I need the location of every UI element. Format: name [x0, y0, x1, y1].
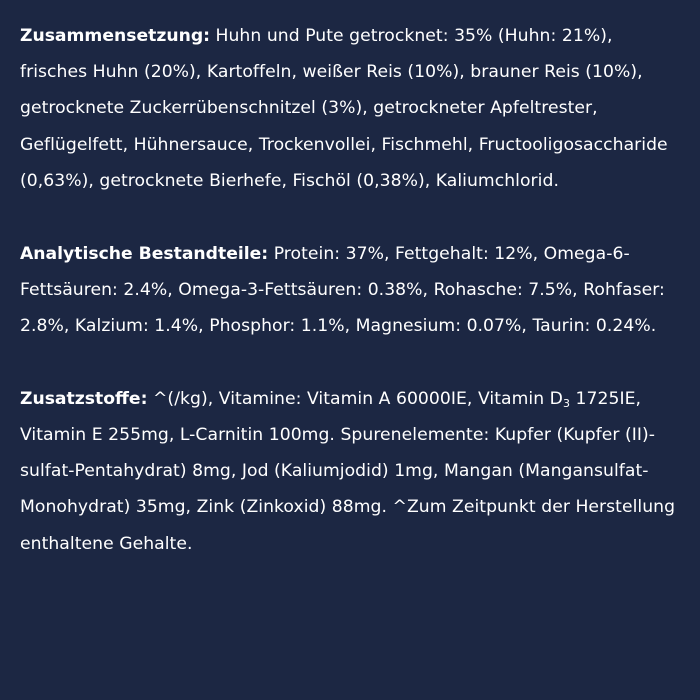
composition-text: Huhn und Pute getrocknet: 35% (Huhn: 21%), frisches Huhn (20%), Kartoffeln, weißer Reis (10%), brauner Reis (10%), getrocknete Zuckerrübenschnitzel (3%), getrockneter Apfeltrester, Geflügelfett, Hühnersauce, Trockenvollei, Fischmehl, Fructooligosaccharide (0,63%), getrocknete Bierhefe, Fischöl (0,38%), Kaliumchlorid.	[20, 26, 668, 191]
additives-heading: Zusatzstoffe:	[20, 388, 148, 409]
composition-heading: Zusammensetzung:	[20, 26, 210, 46]
analytical-constituents-text: Protein: 37%, Fettgehalt: 12%, Omega-6-Fettsäuren: 2.4%, Omega-3-Fettsäuren: 0.38%, Rohasche: 7.5%, Rohfaser: 2.8%, Kalzium: 1.4%, Phosphor: 1.1%, Magnesium: 0.07%, Taurin: 0.24%.	[20, 243, 665, 337]
composition-section	[20, 18, 680, 199]
additives-text-start: ^(/kg), Vitamine: Vitamin A 60000IE, Vitamin D	[152, 388, 563, 409]
additives-text-end: 1725IE, Vitamin E 255mg, L-Carnitin 100mg. Spurenelemente: Kupfer (Kupfer (II)-sulfat-Pentahydrat) 8mg, Jod (Kaliumjodid) 1mg, Mangan (Mangansulfat-Monohydrat) 35mg, Zink (Zinkoxid) 88mg. ^Zum Zeitpunkt der Herstellung enthaltene Gehalte.	[20, 388, 676, 554]
additives-section	[20, 381, 680, 562]
vitamin-d3-subscript: 3	[562, 396, 570, 410]
analytical-constituents-heading: Analytische Bestandteile:	[20, 243, 269, 264]
analytical-constituents-section	[20, 236, 680, 345]
